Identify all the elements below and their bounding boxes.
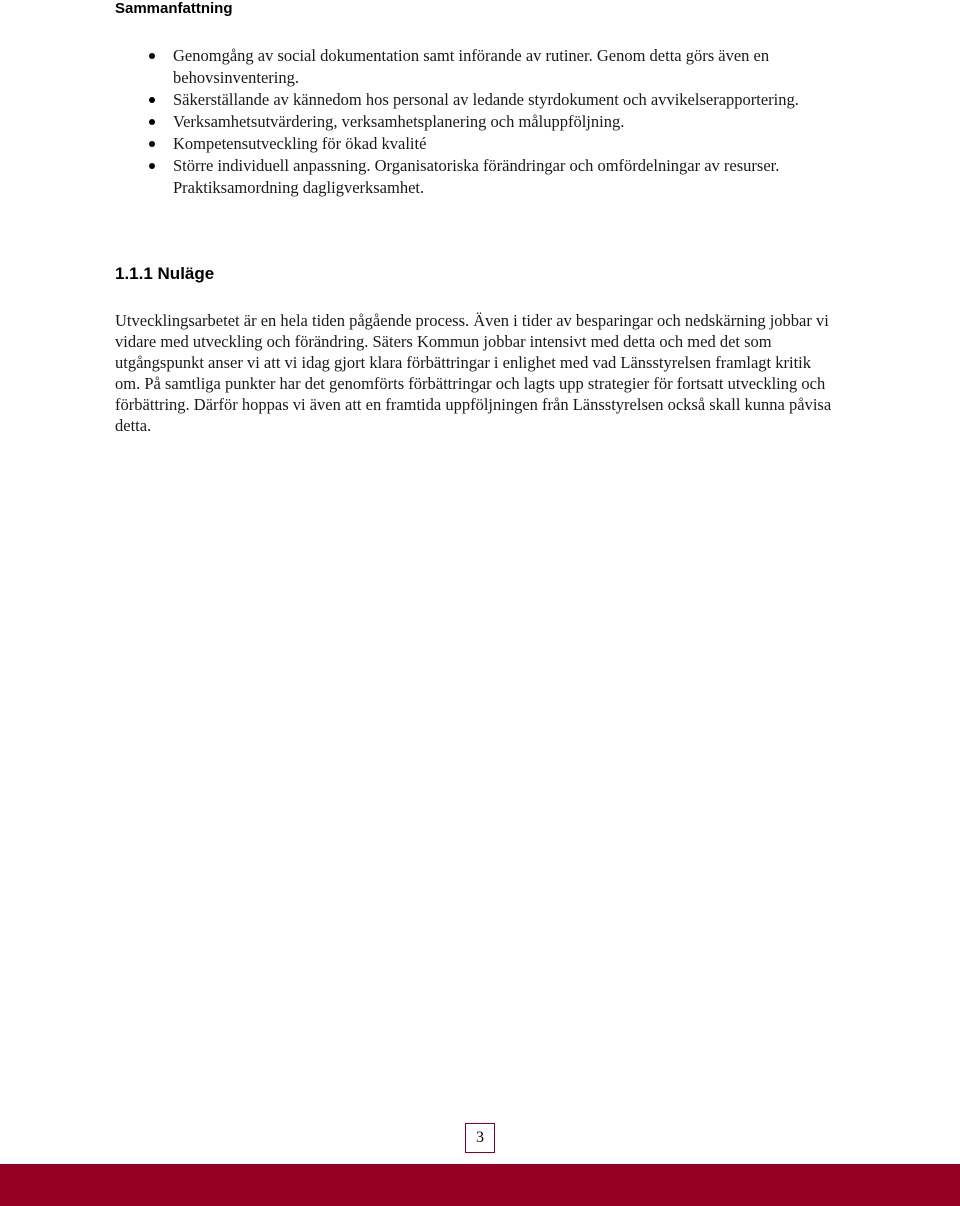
list-item <box>115 89 835 111</box>
bullet-icon <box>149 163 155 169</box>
bullet-list <box>115 45 835 199</box>
list-item <box>115 133 835 155</box>
section-heading: 1.1.1 Nuläge <box>115 264 215 283</box>
footer-bar <box>0 1164 960 1206</box>
list-item-text: Större individuell anpassning. Organisatoriska förändringar och omfördelningar av resurser. Praktiksamordning dagligverksamhet. <box>173 156 780 197</box>
bullet-icon <box>149 141 155 147</box>
bullet-icon <box>149 53 155 59</box>
body-paragraph: Utvecklingsarbetet är en hela tiden pågående process. Även i tider av besparingar och nedskärning jobbar vi vidare med utveckling och förändring. Säters Kommun jobbar intensivt med detta och med det som utgångspunkt anser vi att vi idag gjort klara förbättringar i enlighet med vad Länsstyrelsen framlagt kritik om. På samtliga punkter har det genomförts förbättringar och lagts upp strategier för fortsatt utveckling och förbättring. Därför hoppas vi även att en framtida uppföljningen från Länsstyrelsen också skall kunna påvisa detta. <box>115 311 832 435</box>
list-item <box>115 155 835 199</box>
list-item-text: Kompetensutveckling för ökad kvalité <box>173 134 427 153</box>
list-item-text: Säkerställande av kännedom hos personal av ledande styrdokument och avvikelserapportering. <box>173 90 799 109</box>
bullet-icon <box>149 119 155 125</box>
bullet-icon <box>149 97 155 103</box>
list-item <box>115 111 835 133</box>
running-header: Sammanfattning <box>115 0 233 17</box>
list-item-text: Genomgång av social dokumentation samt införande av rutiner. Genom detta görs även en behovsinventering. <box>173 46 770 87</box>
list-item <box>115 45 835 89</box>
page-number: 3 <box>465 1123 495 1153</box>
list-item-text: Verksamhetsutvärdering, verksamhetsplanering och måluppföljning. <box>173 112 625 131</box>
